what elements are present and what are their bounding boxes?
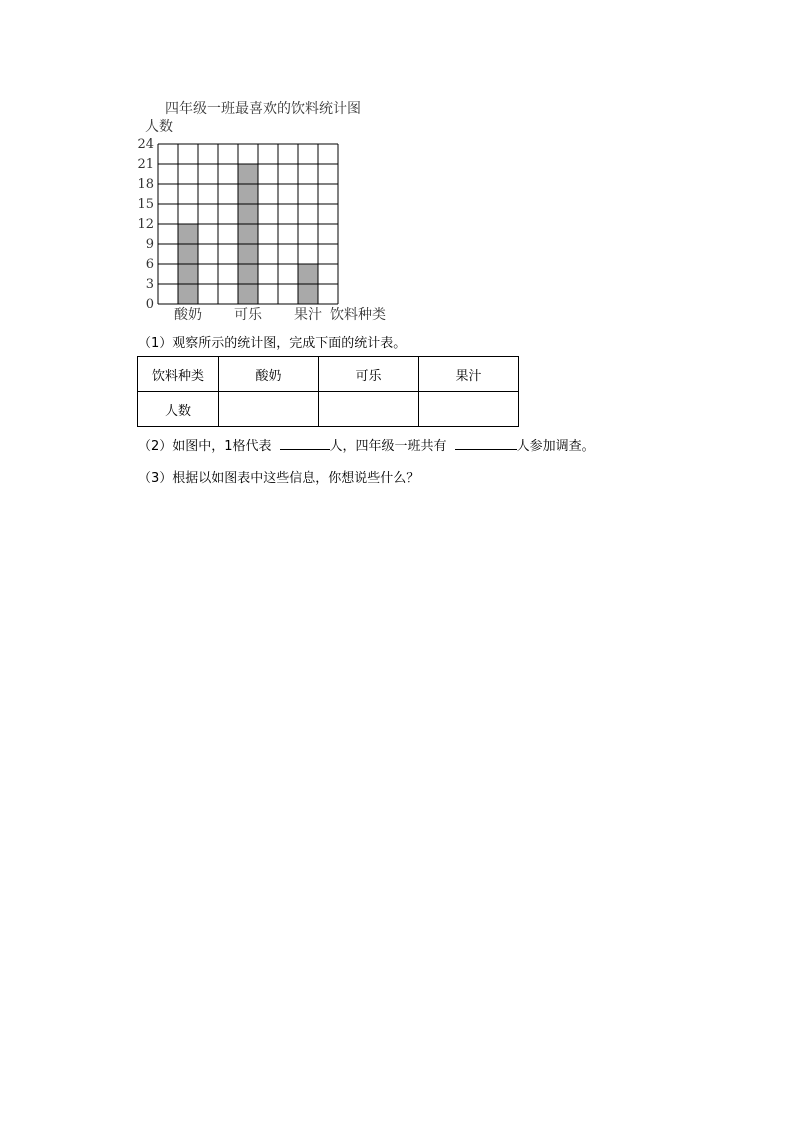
table-row-label: 人数 — [138, 392, 219, 427]
y-tick-label: 18 — [137, 177, 154, 192]
chart-x-axis-label: 饮料种类 — [330, 307, 386, 323]
question-1: （1）观察所示的统计图，完成下面的统计表。 — [138, 336, 407, 351]
answer-blank-per-cell[interactable] — [280, 437, 330, 450]
question-3: （3）根据以如图表中这些信息，你想说些什么？ — [138, 471, 420, 486]
y-tick-label: 9 — [145, 237, 154, 252]
y-tick-label: 6 — [145, 257, 154, 272]
table-cell-juice[interactable] — [419, 392, 519, 427]
table-header-row — [138, 357, 519, 392]
table-header-juice: 果汁 — [419, 357, 519, 392]
question-2-text-middle: 人，四年级一班共有 — [329, 439, 447, 454]
table-cell-cola[interactable] — [319, 392, 419, 427]
statistics-table — [137, 356, 519, 427]
question-2 — [138, 435, 595, 454]
y-tick-label: 15 — [137, 197, 154, 212]
bar-1 — [238, 164, 258, 304]
question-2-text-end: 人参加调查。 — [516, 439, 595, 454]
question-2-text-start: （2）如图中，1格代表 — [138, 439, 272, 454]
answer-blank-total[interactable] — [455, 437, 517, 450]
table-header-yogurt: 酸奶 — [219, 357, 319, 392]
y-tick-label: 0 — [145, 297, 154, 312]
table-cell-yogurt[interactable] — [219, 392, 319, 427]
table-header-cola: 可乐 — [319, 357, 419, 392]
y-tick-label: 12 — [137, 217, 154, 232]
category-label: 果汁 — [294, 307, 322, 323]
category-label: 酸奶 — [174, 307, 202, 323]
table-header-label: 饮料种类 — [138, 357, 219, 392]
category-label: 可乐 — [234, 307, 262, 323]
y-tick-label: 3 — [145, 277, 154, 292]
chart-title: 四年级一班最喜欢的饮料统计图 — [165, 101, 361, 117]
bar-chart — [0, 0, 400, 330]
y-tick-label: 24 — [137, 137, 154, 152]
y-tick-label: 21 — [137, 157, 154, 172]
table-row — [138, 392, 519, 427]
chart-y-axis-label: 人数 — [145, 119, 173, 135]
